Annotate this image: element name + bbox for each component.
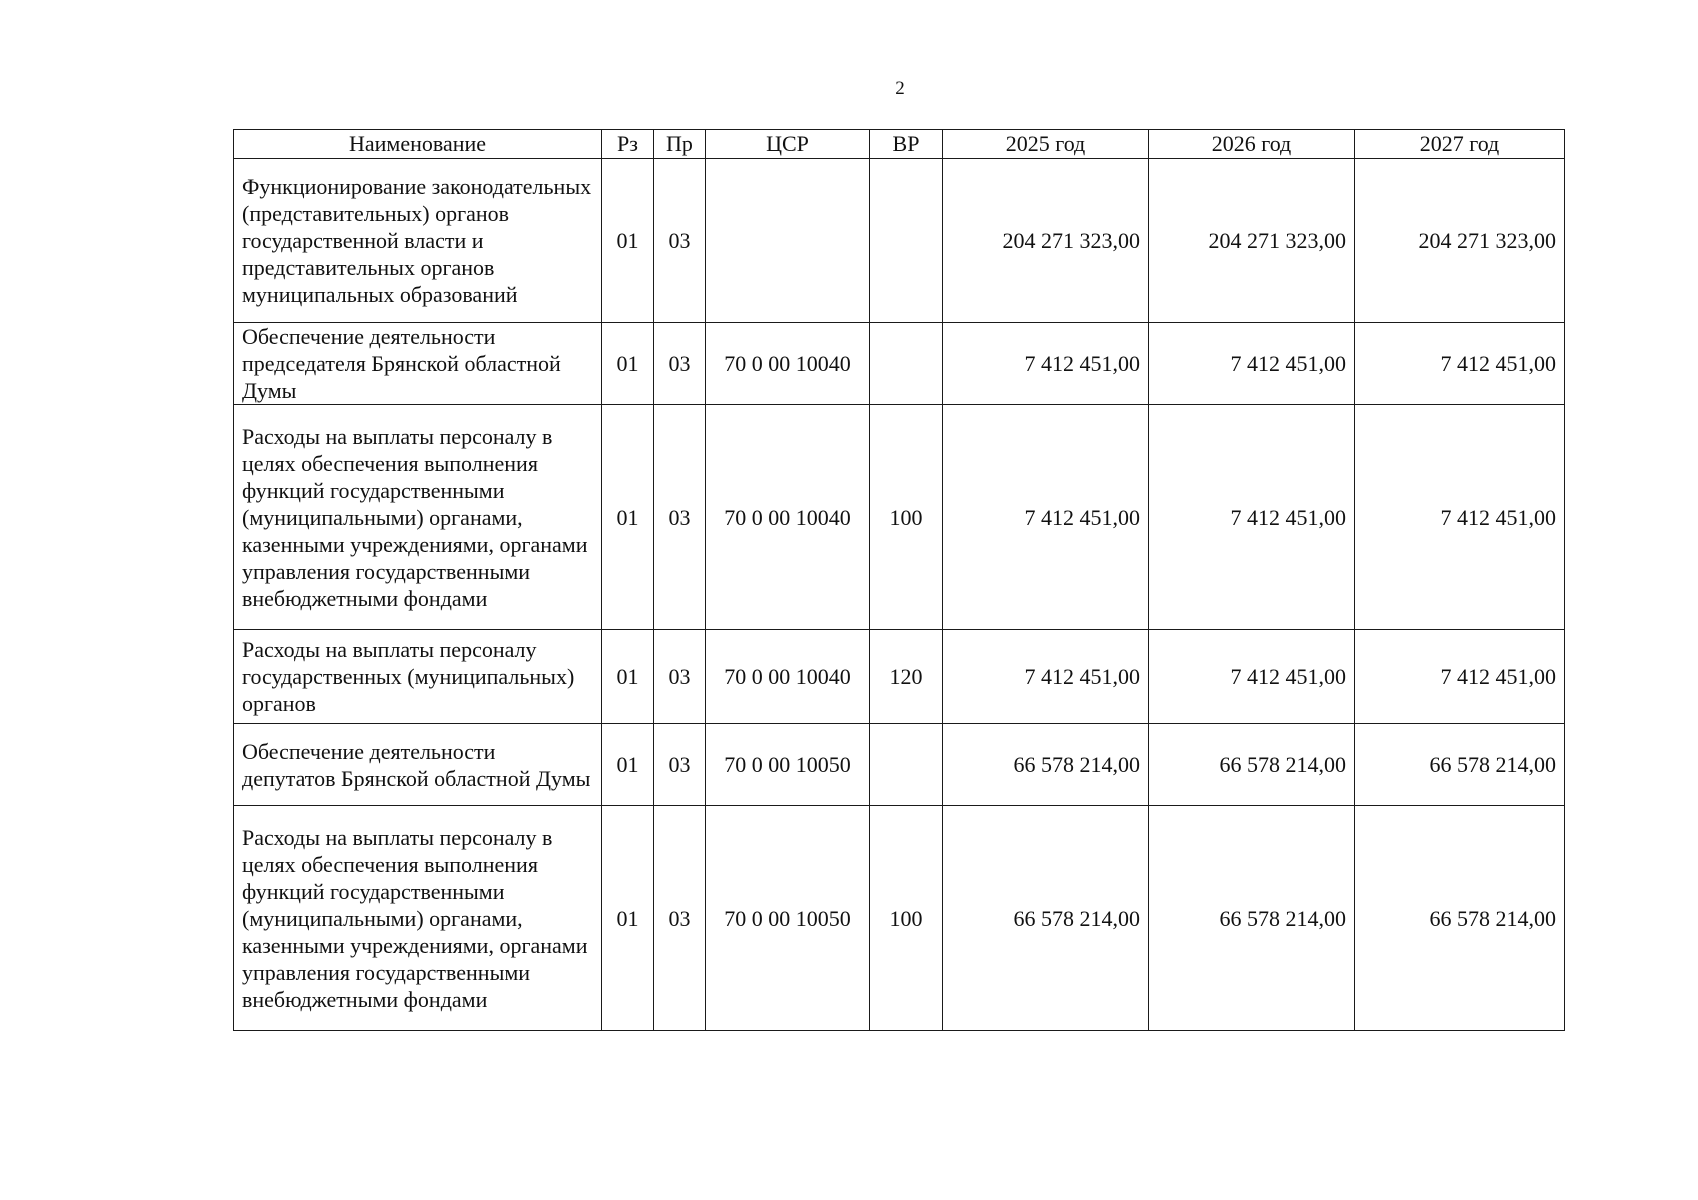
row-rz: 01 <box>602 405 654 630</box>
table-row <box>234 724 1565 806</box>
row-pr: 03 <box>654 323 706 405</box>
row-2025: 7 412 451,00 <box>943 630 1149 724</box>
row-vr: 100 <box>870 405 943 630</box>
row-name: Функционирование законодательных (представительных) органов государственной власти и представительных органов муниципальных образований <box>234 159 602 323</box>
table-row <box>234 323 1565 405</box>
row-2025: 7 412 451,00 <box>943 405 1149 630</box>
page-number: 2 <box>895 78 905 99</box>
row-rz: 01 <box>602 630 654 724</box>
row-2027: 7 412 451,00 <box>1355 323 1565 405</box>
budget-table <box>233 129 1565 1031</box>
row-csr: 70 0 00 10050 <box>706 806 870 1031</box>
header-row <box>234 130 1565 159</box>
row-csr: 70 0 00 10050 <box>706 724 870 806</box>
table-row <box>234 806 1565 1031</box>
row-vr: 120 <box>870 630 943 724</box>
header-pr: Пр <box>654 130 706 159</box>
header-vr: ВР <box>870 130 943 159</box>
header-name: Наименование <box>234 130 602 159</box>
row-pr: 03 <box>654 159 706 323</box>
row-2026: 7 412 451,00 <box>1149 405 1355 630</box>
header-2026: 2026 год <box>1149 130 1355 159</box>
row-pr: 03 <box>654 630 706 724</box>
row-vr <box>870 724 943 806</box>
row-2027: 204 271 323,00 <box>1355 159 1565 323</box>
row-csr: 70 0 00 10040 <box>706 405 870 630</box>
row-2025: 204 271 323,00 <box>943 159 1149 323</box>
row-rz: 01 <box>602 323 654 405</box>
row-rz: 01 <box>602 806 654 1031</box>
table-row <box>234 159 1565 323</box>
row-name: Расходы на выплаты персоналу государственных (муниципальных) органов <box>234 630 602 724</box>
row-2026: 7 412 451,00 <box>1149 630 1355 724</box>
row-vr: 100 <box>870 806 943 1031</box>
header-2025: 2025 год <box>943 130 1149 159</box>
row-2025: 66 578 214,00 <box>943 806 1149 1031</box>
row-2027: 7 412 451,00 <box>1355 405 1565 630</box>
row-pr: 03 <box>654 405 706 630</box>
row-name: Расходы на выплаты персоналу в целях обеспечения выполнения функций государственными (муниципальными) органами, казенными учреждениями, органами управления государственными внебюджетными фондами <box>234 806 602 1031</box>
row-2027: 7 412 451,00 <box>1355 630 1565 724</box>
row-vr <box>870 323 943 405</box>
row-2026: 66 578 214,00 <box>1149 724 1355 806</box>
row-vr <box>870 159 943 323</box>
table-row <box>234 630 1565 724</box>
row-rz: 01 <box>602 159 654 323</box>
header-2027: 2027 год <box>1355 130 1565 159</box>
header-csr: ЦСР <box>706 130 870 159</box>
row-name: Обеспечение деятельности председателя Брянской областной Думы <box>234 323 602 405</box>
row-pr: 03 <box>654 806 706 1031</box>
row-name: Обеспечение деятельности депутатов Брянской областной Думы <box>234 724 602 806</box>
table-row <box>234 405 1565 630</box>
row-2027: 66 578 214,00 <box>1355 724 1565 806</box>
row-2025: 7 412 451,00 <box>943 323 1149 405</box>
row-name: Расходы на выплаты персоналу в целях обеспечения выполнения функций государственными (муниципальными) органами, казенными учреждениями, органами управления государственными внебюджетными фондами <box>234 405 602 630</box>
row-2026: 204 271 323,00 <box>1149 159 1355 323</box>
row-2026: 66 578 214,00 <box>1149 806 1355 1031</box>
row-2026: 7 412 451,00 <box>1149 323 1355 405</box>
row-pr: 03 <box>654 724 706 806</box>
row-csr: 70 0 00 10040 <box>706 630 870 724</box>
row-2025: 66 578 214,00 <box>943 724 1149 806</box>
row-2027: 66 578 214,00 <box>1355 806 1565 1031</box>
header-rz: Рз <box>602 130 654 159</box>
row-csr <box>706 159 870 323</box>
row-rz: 01 <box>602 724 654 806</box>
row-csr: 70 0 00 10040 <box>706 323 870 405</box>
